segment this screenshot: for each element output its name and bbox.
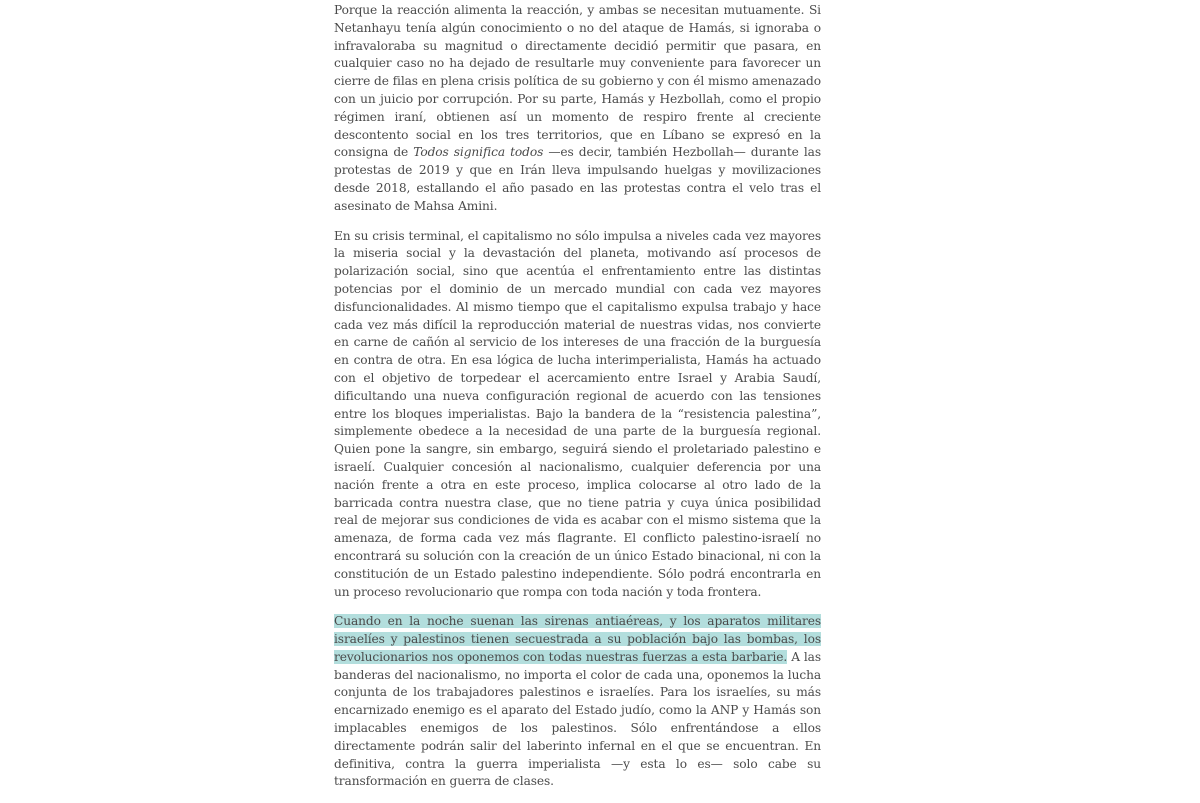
italic-slogan: Todos significa todos: [413, 145, 544, 160]
paragraph-3: [334, 613, 821, 791]
text-segment: En su crisis terminal, el capitalismo no sólo impulsa a niveles cada vez mayores la miseria social y la devastación del planeta, motivando así procesos de polarización social, sino que acentúa el enfrentamiento entre las distintas potencias por el dominio de un mercado mundial con cada vez mayores disfuncionalidades. Al mismo tiempo que el capitalismo expulsa trabajo y hace cada vez más difícil la reproducción material de nuestras vidas, nos convierte en carne de cañón al servicio de los intereses de una fracción de la burguesía en contra de otra. En esa lógica de lucha interimperialista, Hamás ha actuado con el objetivo de torpedear el acercamiento entre Israel y Arabia Saudí, dificultando una nueva configuración regional de acuerdo con las tensiones entre los bloques imperialistas. Bajo la bandera de la “resistencia palestina”, simplemente obedece a la necesidad de una parte de la burguesía regional. Quien pone la sangre, sin embargo, seguirá siendo el proletariado palestino e israelí. Cualquier concesión al nacionalismo, cualquier deferencia por una nación frente a otra en este proceso, implica colocarse al otro lado de la barricada contra nuestra clase, que no tiene patria y cuya única posibilidad real de mejorar sus condiciones de vida es acabar con el mismo sistema que la amenaza, de forma cada vez más flagrante. El conflicto palestino-israelí no encontrará su solución con la creación de un único Estado binacional, ni con la constitución de un Estado palestino independiente. Sólo podrá encontrarla en un proceso revolucionario que rompa con toda nación y toda frontera.: [334, 228, 821, 599]
paragraph-2: [334, 228, 821, 602]
paragraph-1: [334, 2, 821, 216]
text-segment: Porque la reacción alimenta la reacción, y ambas se necesitan mutuamente. Si Netanhayu tenía algún conocimiento o no del ataque de Hamás, si ignoraba o infravaloraba su magnitud o directamente decidió permitir que pasara, en cualquier caso no ha dejado de resultarle muy conveniente para favorecer un cierre de filas en plena crisis política de su gobierno y con él mismo amenazado con un juicio por corrupción. Por su parte, Hamás y Hezbollah, como el propio régimen iraní, obtienen así un momento de respiro frente al creciente descontento social en los tres territorios, que en Líbano se expresó en la consigna de: [334, 3, 821, 160]
highlighted-selection[interactable]: Cuando en la noche suenan las sirenas antiaéreas, y los aparatos militares israelíes y palestinos tienen secuestrada a su población bajo las bombas, los revolucionarios nos oponemos con todas nuestras fuerzas a esta barbarie.: [334, 614, 821, 664]
text-segment: —es decir, también Hezbollah— durante las protestas de 2019 y que en Irán lleva impulsando huelgas y movilizaciones desde 2018, estallando el año pasado en las protestas contra el velo tras el asesinato de Mahsa Amini.: [334, 145, 821, 213]
text-segment: A las banderas del nacionalismo, no importa el color de cada una, oponemos la lucha conjunta de los trabajadores palestinos e israelíes. Para los israelíes, su más encarnizado enemigo es el aparato del Estado judío, como la ANP y Hamás son implacables enemigos de los palestinos. Sólo enfrentándose a ellos directamente podrán salir del laberinto infernal en el que se encuentran. En definitiva, contra la guerra imperialista —y esta lo es— solo cabe su transformación en guerra de clases.: [334, 649, 821, 789]
article-body: [334, 2, 821, 803]
